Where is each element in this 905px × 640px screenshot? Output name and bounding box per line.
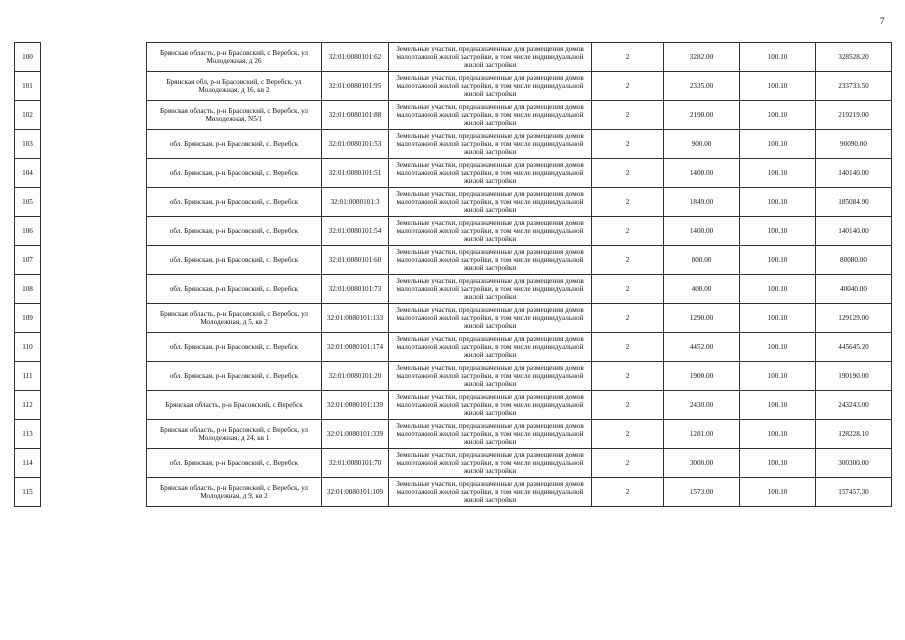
cadastral-number-cell: 32:01:0080101:70 [322, 449, 389, 478]
cadastral-number-cell: 32:01:0080101:95 [322, 72, 389, 101]
group-cell: 2 [592, 449, 664, 478]
empty-cell [41, 43, 147, 72]
cadastral-number-cell: 32:01:0080101:53 [322, 130, 389, 159]
cadastral-value-cell: 157457.30 [816, 478, 892, 507]
land-category-cell: Земельные участки, предназначенные для размещения домов малоэтажной жилой застройки, в том числе индивидуальной жилой застройки [389, 449, 592, 478]
land-category-cell: Земельные участки, предназначенные для размещения домов малоэтажной жилой застройки, в том числе индивидуальной жилой застройки [389, 362, 592, 391]
group-cell: 2 [592, 43, 664, 72]
address-cell: обл. Брянская, р-н Брасовский, с. Веребск [147, 275, 322, 304]
row-number-cell: 105 [15, 188, 41, 217]
rate-cell: 100.10 [740, 362, 816, 391]
land-category-cell: Земельные участки, предназначенные для размещения домов малоэтажной жилой застройки, в том числе индивидуальной жилой застройки [389, 246, 592, 275]
cadastral-number-cell: 32:01:0080101:139 [322, 391, 389, 420]
address-cell: Брянская область, р-н Брасовский, с Веребск, ул Молодежная, д 24, кв 1 [147, 420, 322, 449]
table-body [15, 43, 892, 507]
row-number-cell: 109 [15, 304, 41, 333]
area-cell: 1573.00 [664, 478, 740, 507]
address-cell: обл. Брянская, р-н Брасовский, с. Веребск [147, 362, 322, 391]
address-cell: обл. Брянская, р-н Брасовский, с. Веребск [147, 130, 322, 159]
group-cell: 2 [592, 72, 664, 101]
address-cell: обл. Брянская, р-н Брасовский, с. Веребск [147, 217, 322, 246]
cadastral-number-cell: 32:01:0080101:339 [322, 420, 389, 449]
table-row [15, 101, 892, 130]
area-cell: 4452.00 [664, 333, 740, 362]
row-number-cell: 100 [15, 43, 41, 72]
cadastral-value-cell: 219219.00 [816, 101, 892, 130]
table-row [15, 362, 892, 391]
cadastral-number-cell: 32:01:0080101:88 [322, 101, 389, 130]
empty-cell [41, 420, 147, 449]
empty-cell [41, 217, 147, 246]
rate-cell: 100.10 [740, 43, 816, 72]
cadastral-number-cell: 32:01:0080101:51 [322, 159, 389, 188]
land-category-cell: Земельные участки, предназначенные для размещения домов малоэтажной жилой застройки, в том числе индивидуальной жилой застройки [389, 391, 592, 420]
area-cell: 1281.00 [664, 420, 740, 449]
table-row [15, 333, 892, 362]
address-cell: обл. Брянская, р-н Брасовский, с. Веребск [147, 449, 322, 478]
area-cell: 3000.00 [664, 449, 740, 478]
table-row [15, 246, 892, 275]
cadastral-number-cell: 32:01:0080101:62 [322, 43, 389, 72]
row-number-cell: 110 [15, 333, 41, 362]
land-category-cell: Земельные участки, предназначенные для размещения домов малоэтажной жилой застройки, в том числе индивидуальной жилой застройки [389, 130, 592, 159]
rate-cell: 100.10 [740, 275, 816, 304]
row-number-cell: 111 [15, 362, 41, 391]
group-cell: 2 [592, 188, 664, 217]
empty-cell [41, 188, 147, 217]
rate-cell: 100.10 [740, 130, 816, 159]
address-cell: Брянская обл, р-н Брасовский, с Веребск, ул Молодежная, д 16, кв 2 [147, 72, 322, 101]
row-number-cell: 102 [15, 101, 41, 130]
group-cell: 2 [592, 246, 664, 275]
land-category-cell: Земельные участки, предназначенные для размещения домов малоэтажной жилой застройки, в том числе индивидуальной жилой застройки [389, 101, 592, 130]
area-cell: 400.00 [664, 275, 740, 304]
row-number-cell: 115 [15, 478, 41, 507]
area-cell: 1900.00 [664, 362, 740, 391]
rate-cell: 100.10 [740, 478, 816, 507]
group-cell: 2 [592, 159, 664, 188]
page-number: 7 [880, 16, 885, 26]
rate-cell: 100.10 [740, 420, 816, 449]
rate-cell: 100.10 [740, 188, 816, 217]
row-number-cell: 114 [15, 449, 41, 478]
address-cell: обл. Брянская, р-н Брасовский, с. Веребск [147, 188, 322, 217]
empty-cell [41, 449, 147, 478]
table-row [15, 420, 892, 449]
table-row [15, 391, 892, 420]
address-cell: Брянская область, р-н Брасовский, с Веребск, ул Молодежная, д 9, кв 2 [147, 478, 322, 507]
cadastral-value-cell: 40040.00 [816, 275, 892, 304]
area-cell: 800.00 [664, 246, 740, 275]
rate-cell: 100.10 [740, 72, 816, 101]
cadastral-number-cell: 32:01:0080101:20 [322, 362, 389, 391]
group-cell: 2 [592, 275, 664, 304]
group-cell: 2 [592, 420, 664, 449]
cadastral-number-cell: 32:01:0080101:60 [322, 246, 389, 275]
empty-cell [41, 275, 147, 304]
area-cell: 2190.00 [664, 101, 740, 130]
row-number-cell: 108 [15, 275, 41, 304]
table-row [15, 188, 892, 217]
cadastral-value-cell: 328528.20 [816, 43, 892, 72]
empty-cell [41, 72, 147, 101]
land-category-cell: Земельные участки, предназначенные для размещения домов малоэтажной жилой застройки, в том числе индивидуальной жилой застройки [389, 159, 592, 188]
rate-cell: 100.10 [740, 101, 816, 130]
address-cell: Брянская область, р-н Брасовский, с Веребск, ул Молодежная, д 5, кв 2 [147, 304, 322, 333]
rate-cell: 100.10 [740, 449, 816, 478]
area-cell: 1400.00 [664, 217, 740, 246]
row-number-cell: 101 [15, 72, 41, 101]
rate-cell: 100.10 [740, 159, 816, 188]
group-cell: 2 [592, 478, 664, 507]
cadastral-value-cell: 90090.00 [816, 130, 892, 159]
group-cell: 2 [592, 304, 664, 333]
empty-cell [41, 333, 147, 362]
cadastral-value-cell: 128228.10 [816, 420, 892, 449]
rate-cell: 100.10 [740, 246, 816, 275]
cadastral-value-cell: 445645.20 [816, 333, 892, 362]
address-cell: Брянская область, р-н Брасовский, с Веребск [147, 391, 322, 420]
cadastral-number-cell: 32:01:0080101:3 [322, 188, 389, 217]
cadastral-value-cell: 190190.00 [816, 362, 892, 391]
rate-cell: 100.10 [740, 391, 816, 420]
land-category-cell: Земельные участки, предназначенные для размещения домов малоэтажной жилой застройки, в том числе индивидуальной жилой застройки [389, 333, 592, 362]
empty-cell [41, 159, 147, 188]
cadastral-number-cell: 32:01:0080101:109 [322, 478, 389, 507]
row-number-cell: 112 [15, 391, 41, 420]
table-row [15, 159, 892, 188]
cadastral-value-cell: 140140.00 [816, 159, 892, 188]
area-cell: 1849.00 [664, 188, 740, 217]
land-category-cell: Земельные участки, предназначенные для размещения домов малоэтажной жилой застройки, в том числе индивидуальной жилой застройки [389, 275, 592, 304]
land-category-cell: Земельные участки, предназначенные для размещения домов малоэтажной жилой застройки, в том числе индивидуальной жилой застройки [389, 304, 592, 333]
land-plots-table [14, 42, 892, 507]
cadastral-value-cell: 185084.90 [816, 188, 892, 217]
group-cell: 2 [592, 101, 664, 130]
cadastral-number-cell: 32:01:0080101:133 [322, 304, 389, 333]
empty-cell [41, 304, 147, 333]
area-cell: 1290.00 [664, 304, 740, 333]
empty-cell [41, 130, 147, 159]
address-cell: Брянская область, р-н Брасовский, с Веребск, ул Молодежная, N5/1 [147, 101, 322, 130]
address-cell: обл. Брянская, р-н Брасовский, с. Веребск [147, 246, 322, 275]
cadastral-number-cell: 32:01:0080101:174 [322, 333, 389, 362]
land-category-cell: Земельные участки, предназначенные для размещения домов малоэтажной жилой застройки, в том числе индивидуальной жилой застройки [389, 420, 592, 449]
table-row [15, 130, 892, 159]
land-category-cell: Земельные участки, предназначенные для размещения домов малоэтажной жилой застройки, в том числе индивидуальной жилой застройки [389, 43, 592, 72]
cadastral-number-cell: 32:01:0080101:73 [322, 275, 389, 304]
rate-cell: 100.10 [740, 217, 816, 246]
table-row [15, 275, 892, 304]
rate-cell: 100.10 [740, 304, 816, 333]
group-cell: 2 [592, 391, 664, 420]
empty-cell [41, 391, 147, 420]
cadastral-number-cell: 32:01:0080101:54 [322, 217, 389, 246]
table-row [15, 72, 892, 101]
empty-cell [41, 246, 147, 275]
table-row [15, 449, 892, 478]
table-row [15, 304, 892, 333]
area-cell: 2430.00 [664, 391, 740, 420]
address-cell: обл. Брянская, р-н Брасовский, с. Веребск [147, 333, 322, 362]
row-number-cell: 103 [15, 130, 41, 159]
table-row [15, 478, 892, 507]
row-number-cell: 107 [15, 246, 41, 275]
row-number-cell: 104 [15, 159, 41, 188]
rate-cell: 100.10 [740, 333, 816, 362]
group-cell: 2 [592, 217, 664, 246]
table-row [15, 217, 892, 246]
area-cell: 1400.00 [664, 159, 740, 188]
address-cell: обл. Брянская, р-н Брасовский, с. Веребск [147, 159, 322, 188]
cadastral-value-cell: 300300.00 [816, 449, 892, 478]
empty-cell [41, 101, 147, 130]
land-category-cell: Земельные участки, предназначенные для размещения домов малоэтажной жилой застройки, в том числе индивидуальной жилой застройки [389, 478, 592, 507]
table-row [15, 43, 892, 72]
cadastral-value-cell: 233733.50 [816, 72, 892, 101]
empty-cell [41, 362, 147, 391]
address-cell: Брянская область, р-н Брасовский, с Веребск, ул Молодежная, д 26 [147, 43, 322, 72]
group-cell: 2 [592, 333, 664, 362]
cadastral-value-cell: 80080.00 [816, 246, 892, 275]
group-cell: 2 [592, 130, 664, 159]
cadastral-value-cell: 129129.00 [816, 304, 892, 333]
area-cell: 3282.00 [664, 43, 740, 72]
row-number-cell: 106 [15, 217, 41, 246]
land-category-cell: Земельные участки, предназначенные для размещения домов малоэтажной жилой застройки, в том числе индивидуальной жилой застройки [389, 72, 592, 101]
land-category-cell: Земельные участки, предназначенные для размещения домов малоэтажной жилой застройки, в том числе индивидуальной жилой застройки [389, 188, 592, 217]
area-cell: 900.00 [664, 130, 740, 159]
cadastral-value-cell: 243243.00 [816, 391, 892, 420]
cadastral-value-cell: 140140.00 [816, 217, 892, 246]
empty-cell [41, 478, 147, 507]
area-cell: 2335.00 [664, 72, 740, 101]
group-cell: 2 [592, 362, 664, 391]
row-number-cell: 113 [15, 420, 41, 449]
land-category-cell: Земельные участки, предназначенные для размещения домов малоэтажной жилой застройки, в том числе индивидуальной жилой застройки [389, 217, 592, 246]
